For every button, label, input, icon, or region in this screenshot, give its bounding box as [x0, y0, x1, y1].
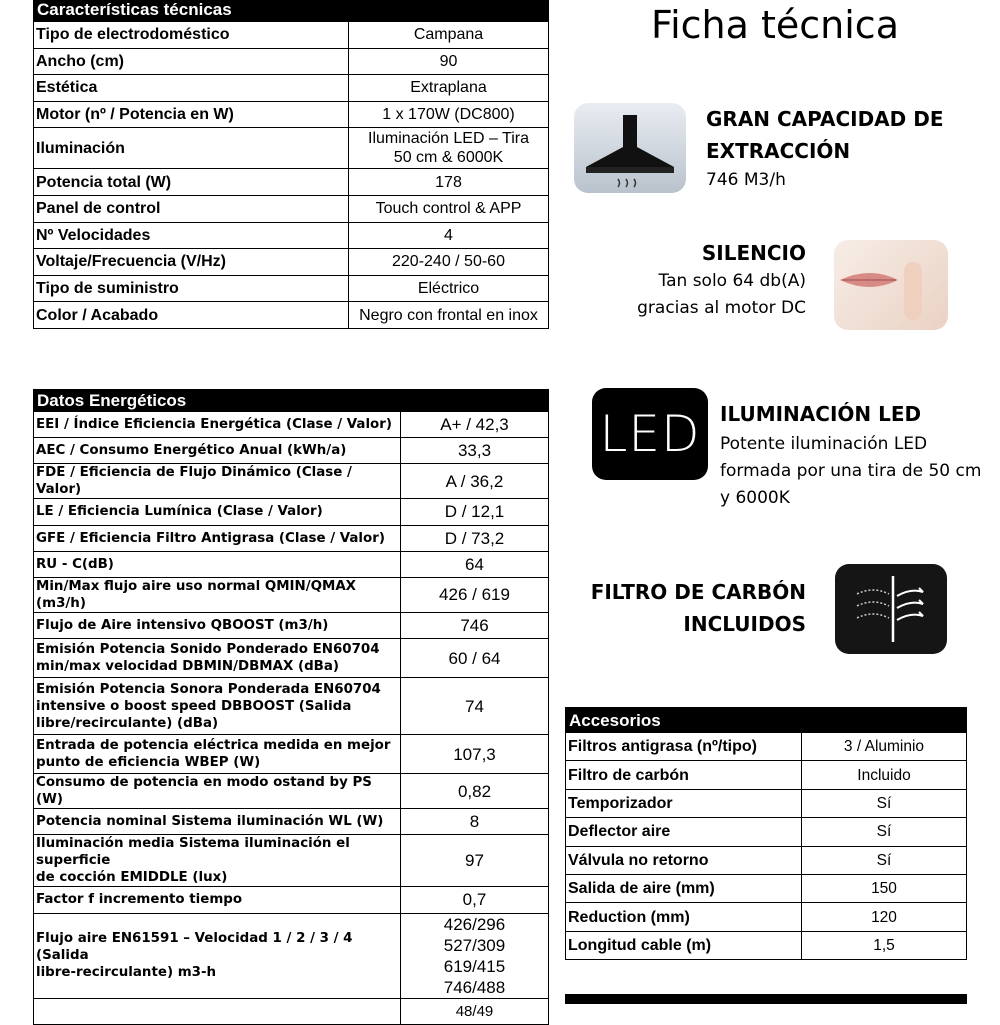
spec-label: Ancho (cm) [34, 48, 349, 75]
table-row [34, 464, 549, 499]
technical-specs-header: Características técnicas [34, 0, 549, 22]
accessory-label: Reduction (mm) [566, 903, 802, 931]
led-heading: ILUMINACIÓN LED [720, 402, 922, 426]
table-row [34, 774, 549, 809]
table-row [566, 789, 967, 817]
accessory-value: Sí [802, 818, 967, 846]
spec-label: Motor (nº / Potencia en W) [34, 101, 349, 128]
spec-label: Tipo de electrodoméstico [34, 22, 349, 49]
table-row [566, 733, 967, 761]
energy-value: 33,3 [401, 438, 549, 464]
energy-label: FDE / Eficiencia de Flujo Dinámico (Clase / Valor) [34, 464, 401, 499]
table-row [34, 222, 549, 249]
accessories-table [565, 707, 967, 960]
energy-label: Min/Max flujo aire uso normal QMIN/QMAX (m3/h) [34, 577, 401, 612]
energy-value: A+ / 42,3 [401, 412, 549, 438]
table-row [34, 169, 549, 196]
accessory-label: Filtros antigrasa (nº/tipo) [566, 733, 802, 761]
energy-value: D / 12,1 [401, 499, 549, 525]
spec-label: Potencia total (W) [34, 169, 349, 196]
table-row [34, 639, 549, 678]
spec-value: Extraplana [349, 75, 549, 102]
spec-value: Iluminación LED – Tira 50 cm & 6000K [349, 128, 549, 169]
energy-label: Entrada de potencia eléctrica medida en mejor punto de eficiencia WBEP (W) [34, 735, 401, 774]
energy-label: Factor f incremento tiempo [34, 887, 401, 913]
energy-label: LE / Eficiencia Lumínica (Clase / Valor) [34, 499, 401, 525]
spec-value: Touch control & APP [349, 195, 549, 222]
table-row [34, 275, 549, 302]
table-row [34, 195, 549, 222]
energy-value: 74 [401, 678, 549, 735]
table-row [566, 818, 967, 846]
energy-label: Flujo de Aire intensivo QBOOST (m3/h) [34, 612, 401, 638]
energy-label [34, 998, 401, 1024]
spec-value: 4 [349, 222, 549, 249]
energy-value: D / 73,2 [401, 525, 549, 551]
table-row [34, 835, 549, 887]
energy-value: 48/49 [401, 998, 549, 1024]
silence-lips-icon [834, 240, 948, 330]
spec-value: Campana [349, 22, 549, 49]
accessory-label: Salida de aire (mm) [566, 874, 802, 902]
led-icon [592, 388, 708, 480]
table-row [34, 22, 549, 49]
table-row [34, 249, 549, 276]
energy-value: 8 [401, 809, 549, 835]
spec-label: Tipo de suministro [34, 275, 349, 302]
table-row [34, 809, 549, 835]
energy-label: AEC / Consumo Energético Anual (kWh/a) [34, 438, 401, 464]
energy-value: 0,7 [401, 887, 549, 913]
spec-label: Iluminación [34, 128, 349, 169]
spec-value: Eléctrico [349, 275, 549, 302]
energy-value: 426/296 527/309 619/415 746/488 [401, 913, 549, 998]
page-title: Ficha técnica [651, 3, 899, 47]
table-row [34, 438, 549, 464]
led-text: Potente iluminación LED formada por una tira de 50 cm y 6000K [720, 434, 982, 508]
extraction-text: 746 M3/h [706, 170, 786, 190]
energy-label: EEI / Índice Eficiencia Energética (Clase / Valor) [34, 412, 401, 438]
accessory-label: Longitud cable (m) [566, 931, 802, 959]
spec-value: 90 [349, 48, 549, 75]
table-row [34, 128, 549, 169]
accessory-value: Sí [802, 846, 967, 874]
accessory-label: Temporizador [566, 789, 802, 817]
spec-label: Panel de control [34, 195, 349, 222]
energy-value: 107,3 [401, 735, 549, 774]
technical-specs-table [33, 0, 549, 329]
energy-value: A / 36,2 [401, 464, 549, 499]
table-row [34, 101, 549, 128]
energy-value: 426 / 619 [401, 577, 549, 612]
table-row [34, 75, 549, 102]
table-row [34, 612, 549, 638]
spec-label: Nº Velocidades [34, 222, 349, 249]
energy-value: 60 / 64 [401, 639, 549, 678]
accessories-header: Accesorios [566, 708, 967, 733]
energy-value: 746 [401, 612, 549, 638]
table-row [566, 903, 967, 931]
energy-label: Emisión Potencia Sonora Ponderada EN60704 intensive o boost speed DBBOOST (Salida libre/recirculante) (dBa) [34, 678, 401, 735]
accessory-label: Válvula no retorno [566, 846, 802, 874]
carbon-filter-icon [835, 564, 947, 654]
table-row [566, 874, 967, 902]
spec-value: Negro con frontal en inox [349, 302, 549, 329]
led-icon-label: LED [599, 405, 701, 463]
table-row [34, 499, 549, 525]
energy-label: Emisión Potencia Sonido Ponderado EN60704 min/max velocidad DBMIN/DBMAX (dBa) [34, 639, 401, 678]
extraction-heading: GRAN CAPACIDAD DE EXTRACCIÓN [706, 107, 944, 163]
energy-label: Flujo aire EN61591 – Velocidad 1 / 2 / 3 / 4 (Salida libre-recirculante) m3-h [34, 913, 401, 998]
accessory-value: 1,5 [802, 931, 967, 959]
accessory-value: 150 [802, 874, 967, 902]
energy-value: 0,82 [401, 774, 549, 809]
carbon-filter-heading: FILTRO DE CARBÓN INCLUIDOS [590, 580, 806, 636]
energy-label: Potencia nominal Sistema iluminación WL (W) [34, 809, 401, 835]
energy-value: 97 [401, 835, 549, 887]
spec-label: Estética [34, 75, 349, 102]
accessory-label: Filtro de carbón [566, 761, 802, 789]
spec-value: 220-240 / 50-60 [349, 249, 549, 276]
spec-label: Voltaje/Frecuencia (V/Hz) [34, 249, 349, 276]
hood-extraction-icon [574, 103, 686, 193]
table-row [34, 998, 549, 1024]
energy-label: Iluminación media Sistema iluminación el superficie de cocción EMIDDLE (lux) [34, 835, 401, 887]
silence-heading: SILENCIO [701, 241, 806, 265]
table-row [34, 735, 549, 774]
table-row [34, 551, 549, 577]
energy-data-header: Datos Energéticos [34, 390, 549, 412]
energy-label: Consumo de potencia en modo ostand by PS (W) [34, 774, 401, 809]
accessory-value: Incluido [802, 761, 967, 789]
table-row [34, 678, 549, 735]
spec-label: Color / Acabado [34, 302, 349, 329]
table-row [34, 525, 549, 551]
table-row [34, 302, 549, 329]
table-row [34, 412, 549, 438]
next-section-header-bar [565, 994, 967, 1004]
table-row [566, 931, 967, 959]
table-row [566, 761, 967, 789]
energy-label: RU - C(dB) [34, 551, 401, 577]
accessory-value: 3 / Aluminio [802, 733, 967, 761]
silence-text: Tan solo 64 db(A) gracias al motor DC [637, 271, 806, 318]
energy-label: GFE / Eficiencia Filtro Antigrasa (Clase / Valor) [34, 525, 401, 551]
table-row [566, 846, 967, 874]
table-row [34, 577, 549, 612]
table-row [34, 48, 549, 75]
accessory-label: Deflector aire [566, 818, 802, 846]
accessory-value: 120 [802, 903, 967, 931]
table-row [34, 887, 549, 913]
table-row [34, 913, 549, 998]
spec-value: 1 x 170W (DC800) [349, 101, 549, 128]
energy-value: 64 [401, 551, 549, 577]
spec-value: 178 [349, 169, 549, 196]
accessory-value: Sí [802, 789, 967, 817]
energy-data-table [33, 389, 549, 1025]
